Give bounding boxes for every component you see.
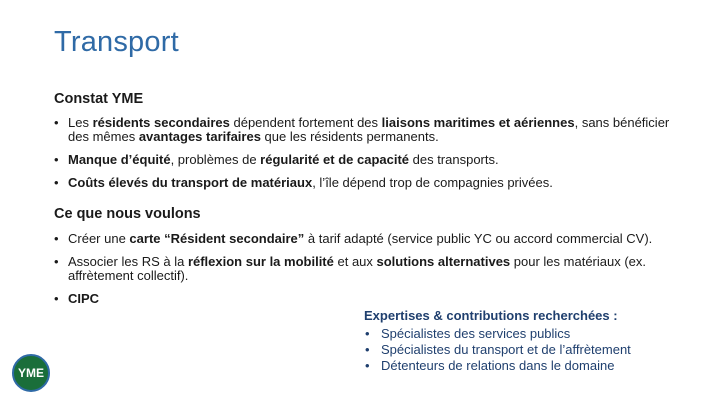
section-heading-constat: Constat YME xyxy=(54,91,144,107)
bullet-marker: • xyxy=(365,326,370,341)
bullet-marker: • xyxy=(54,231,59,246)
constat-bullet xyxy=(54,116,674,144)
text-run: à tarif adapté (service public YC ou accord commercial CV). xyxy=(304,231,653,246)
bullet-text xyxy=(68,115,669,144)
constat-bullet xyxy=(54,176,674,190)
bullet-marker: • xyxy=(365,342,370,357)
expertise-box xyxy=(364,308,704,374)
bullet-marker: • xyxy=(54,175,59,190)
bold-run: liaisons maritimes et aériennes xyxy=(381,115,575,130)
voulons-bullet xyxy=(54,255,674,283)
slide-title: Transport xyxy=(54,26,179,58)
text-run: Les xyxy=(68,115,93,130)
text-run: des transports. xyxy=(409,152,499,167)
expertise-item-label: Spécialistes du transport et de l’affrètement xyxy=(381,342,631,357)
bullet-text xyxy=(68,231,652,246)
bold-run: réflexion sur la mobilité xyxy=(187,254,334,269)
text-run: Associer les RS à la xyxy=(68,254,188,269)
text-run: dépendent fortement des xyxy=(229,115,382,130)
constat-bullet-list xyxy=(54,116,674,199)
expertise-item-label: Détenteurs de relations dans le domaine xyxy=(381,358,615,373)
bold-run: CIPC xyxy=(68,291,100,306)
text-run: Créer une xyxy=(68,231,130,246)
text-run: et aux xyxy=(333,254,377,269)
expertise-item xyxy=(364,342,704,358)
voulons-bullet xyxy=(54,292,674,306)
voulons-bullet xyxy=(54,232,674,246)
bold-run: carte “Résident secondaire” xyxy=(129,231,305,246)
bullet-text xyxy=(68,152,499,167)
expertise-list xyxy=(364,326,704,374)
bullet-text xyxy=(68,175,553,190)
expertise-item xyxy=(364,358,704,374)
bullet-marker: • xyxy=(54,254,59,269)
expertise-item xyxy=(364,326,704,342)
bold-run: Manque d’équité xyxy=(68,152,171,167)
bold-run: régularité et de capacité xyxy=(260,152,410,167)
text-run: , problèmes de xyxy=(170,152,261,167)
bold-run: solutions alternatives xyxy=(376,254,511,269)
bold-run: Coûts élevés du transport de matériaux xyxy=(68,175,313,190)
bullet-marker: • xyxy=(54,291,59,306)
text-run: pour les matériaux (ex. affrètement collectif). xyxy=(68,254,647,283)
text-run: , l’île dépend trop de compagnies privées. xyxy=(312,175,553,190)
bullet-text xyxy=(68,291,99,306)
expertise-item-label: Spécialistes des services publics xyxy=(381,326,571,341)
bold-run: avantages tarifaires xyxy=(138,129,261,144)
expertise-title: Expertises & contributions recherchées : xyxy=(364,308,618,323)
text-run: , sans bénéficier des mêmes xyxy=(68,115,670,144)
text-run: que les résidents permanents. xyxy=(260,129,439,144)
yme-logo xyxy=(12,354,50,392)
section-heading-voulons: Ce que nous voulons xyxy=(54,206,201,222)
bullet-marker: • xyxy=(54,115,59,130)
bullet-marker: • xyxy=(365,358,370,373)
constat-bullet xyxy=(54,153,674,167)
voulons-bullet-list xyxy=(54,232,674,315)
bullet-text xyxy=(68,254,646,283)
bold-run: résidents secondaires xyxy=(92,115,230,130)
logo-text: YME xyxy=(17,366,44,380)
bullet-marker: • xyxy=(54,152,59,167)
